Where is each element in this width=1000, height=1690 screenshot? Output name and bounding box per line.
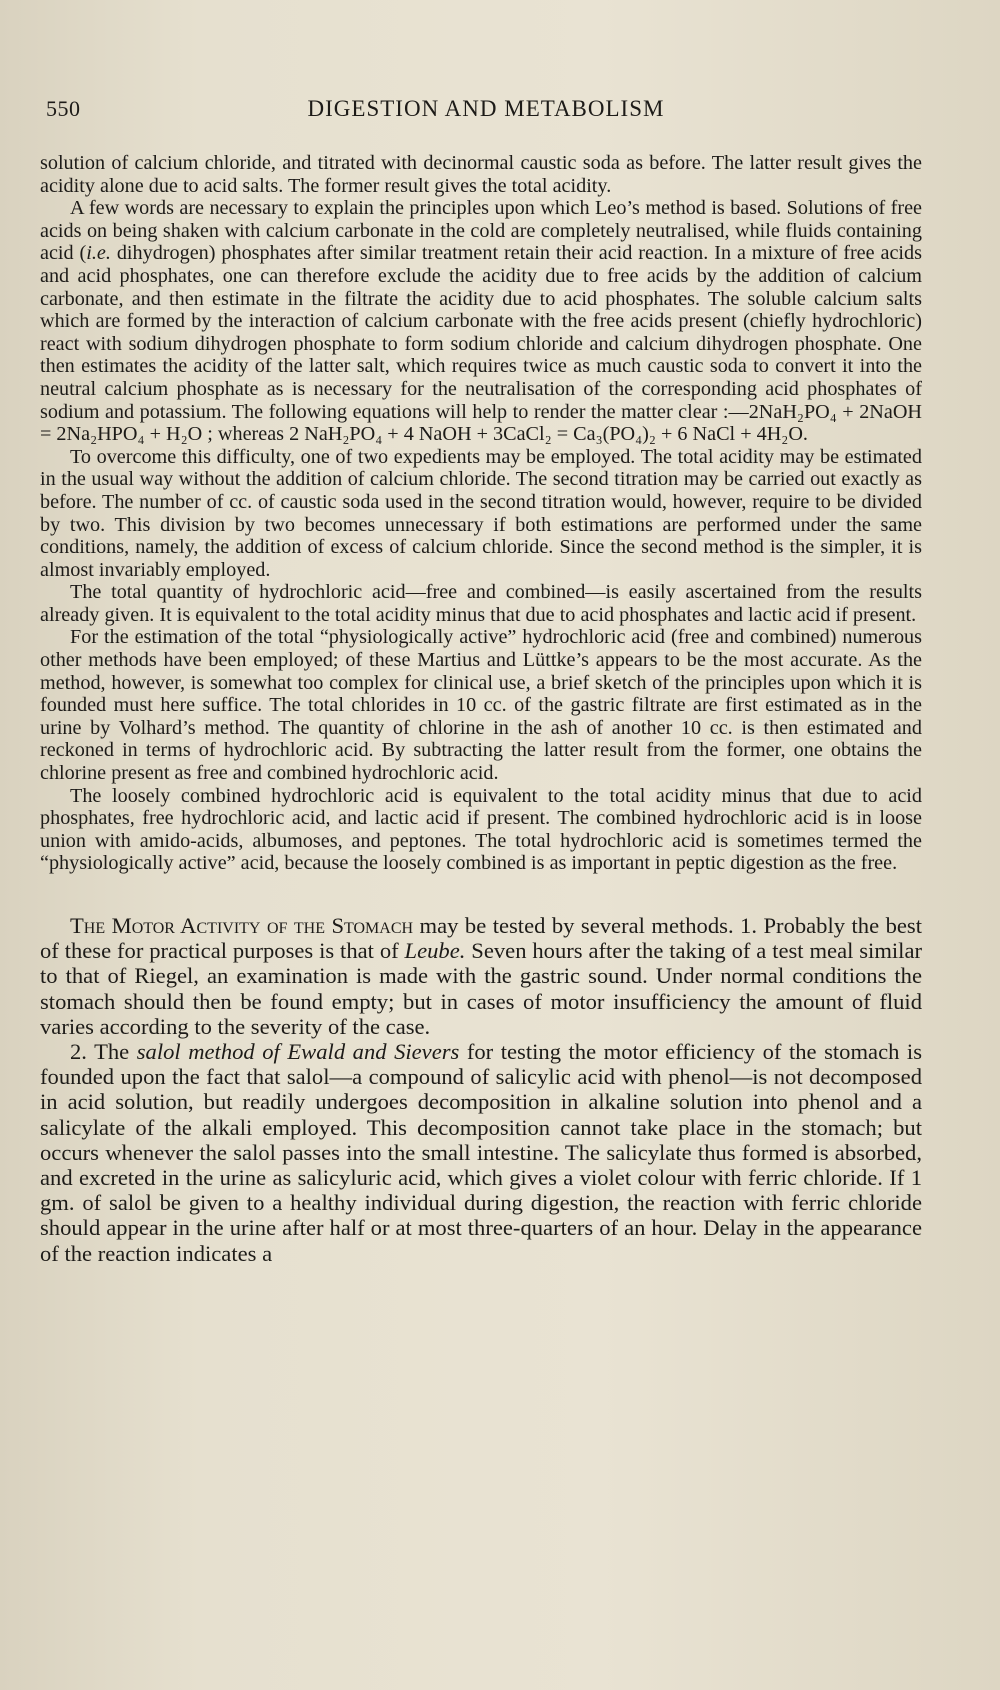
paragraph-1: solution of calcium chloride, and titrated with decinormal caustic soda as before. The latter result gives the acidity alone due to acid salts. The former result gives the total acidity. [40, 152, 922, 197]
paragraph-3: To overcome this difficulty, one of two expedients may be employed. The total acidity may be estimated in the usual way without the addition of calcium chloride. The second titration may be carried out exactly as before. The number of cc. of caustic soda used in the second titration would, however, require to be divided by two. This division by two becomes unnecessary if both estimations are performed under the same conditions, namely, the addition of excess of calcium chloride. Since the second method is the simpler, it is almost invariably employed. [40, 445, 922, 581]
paragraph-2 [40, 197, 922, 446]
paragraph-2-text-a: A few words are necessary to explain the principles upon which Leo’s method is based. Solutions of free acids on being shaken with calcium carbonate in the cold are completely neutralised, while fluids containing acid ( [40, 197, 922, 265]
running-head: DIGESTION AND METABOLISM [307, 96, 665, 121]
paragraph-2-text-b: dihydrogen) phosphates after similar treatment retain their acid reaction. In a mixture of free acids and acid phosphates, one can therefore exclude the acidity due to free acids by the addition of calcium carbonate, and then estimate in the filtrate the acidity due to acid phosphates. The soluble calcium salts which are formed by the interaction of calcium carbonate with the free acids present (chiefly hydrochloric) react with sodium dihydrogen phosphate to form sodium chloride and calcium dihydrogen phosphate. One then estimates the acidity of the latter salt, which requires twice as much caustic soda to convert it into the neutral calcium phosphate as is necessary for the neutralisation of the corresponding acid phosphates of sodium and potassium. The following equations will help to render the matter clear :— [40, 242, 922, 423]
page-body [40, 152, 922, 1266]
paragraph-5: For the estimation of the total “physiologically active” hydrochloric acid (free and combined) numerous other methods have been employed; of these Martius and Lüttke’s appears to be the most accurate. As the method, however, is somewhat too complex for clinical use, a brief sketch of the principles upon which it is founded must here suffice. The total chlorides in 10 cc. of the gastric filtrate are first estimated as in the urine by Volhard’s method. The quantity of chlorine in the ash of another 10 cc. is then estimated and reckoned in terms of hydrochloric acid. By subtracting the latter result from the former, one obtains the chlorine present as free and combined hydrochloric acid. [40, 626, 922, 785]
section-gap [40, 875, 922, 913]
section-paragraph-2-text-b: for testing the motor efficiency of the stomach is founded upon the fact that salol—a compound of salicylic acid with phenol—is not decomposed in acid solution, but readily undergoes decomposition in alkaline solution into phenol and a salicylate of the alkali employed. This decomposition cannot take place in the stomach; but occurs whenever the salol passes into the small intestine. The salicylate thus formed is absorbed, and excreted in the urine as salicyluric acid, which gives a violet colour with ferric chloride. If 1 gm. of salol be given to a healthy individual during digestion, the reaction with ferric chloride should appear in the urine after half or at most three-quarters of an hour. Delay in the appearance of the reaction indicates a [40, 1039, 922, 1266]
page-number: 550 [46, 96, 81, 121]
ie-abbrev: i.e. [86, 242, 111, 265]
salol-method-name: salol method of Ewald and Sievers [136, 1039, 460, 1065]
section-paragraph-1 [40, 913, 922, 1039]
section-heading: The Motor Activity of the Stomach [70, 913, 414, 938]
section-paragraph-2 [40, 1039, 922, 1266]
section-paragraph-1-text-b: Seven hours after the taking of a test meal similar to that of Riegel, an examination is made with the gastric sound. Under normal conditions the stomach should then be found empty; but in cases of motor insufficiency the amount of fluid varies according to the severity of the case. [40, 938, 923, 1039]
motor-activity-section [40, 913, 922, 1266]
leube-name: Leube. [404, 938, 466, 964]
section-paragraph-1-text-a: may be tested by several methods. 1. Probably the best of these for practical purposes is that of [40, 913, 922, 964]
section-paragraph-2-text-a: 2. The [70, 1039, 137, 1065]
equation-1: 2NaH₂PO₄ + 2NaOH = 2Na₂HPO₄ + H₂O [40, 400, 922, 446]
paragraph-6: The loosely combined hydrochloric acid is equivalent to the total acidity minus that due to acid phosphates, free hydrochloric acid, and lactic acid if present. The combined hydrochloric acid is in loose union with amido-acids, albumoses, and peptones. The total hydrochloric acid is sometimes termed the “physiologically active” acid, because the loosely combined is as important in peptic digestion as the free. [40, 784, 922, 875]
whereas-text: ; whereas [202, 423, 290, 446]
page-header [46, 96, 926, 136]
paragraph-4: The total quantity of hydrochloric acid—free and combined—is easily ascertained from the results already given. It is equivalent to the total acidity minus that due to acid phosphates and lactic acid if present. [40, 581, 922, 626]
equation-2: 2 NaH₂PO₄ + 4 NaOH + 3CaCl₂ = Ca₃(PO₄)₂ + 6 NaCl + 4H₂O. [289, 423, 808, 446]
